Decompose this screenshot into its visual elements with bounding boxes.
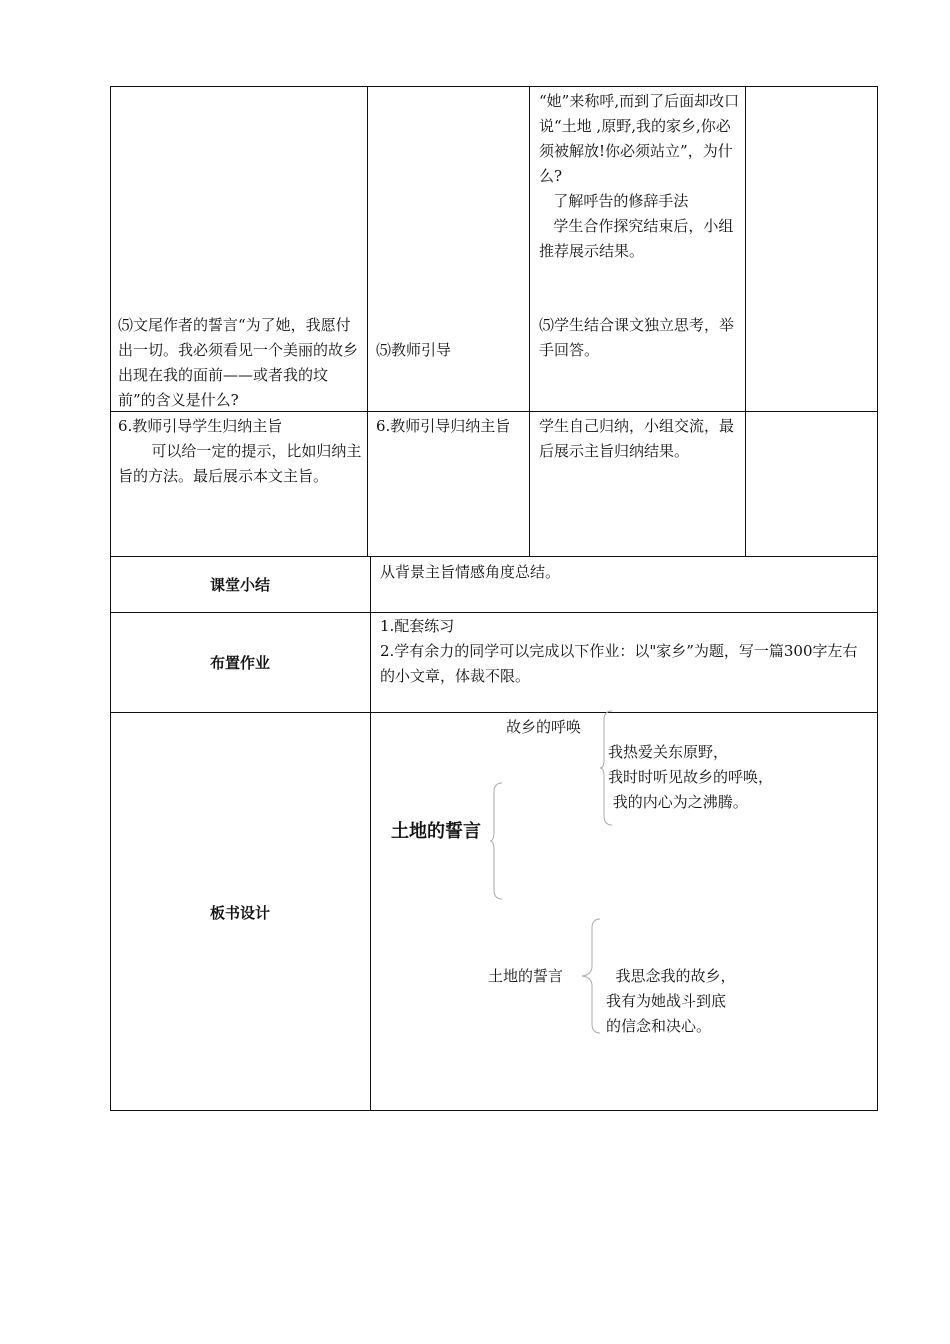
homework-line2: 2.学有余力的同学可以完成以下作业：以"家乡”为题，写一篇300字左右的小文章，体裁不限。 xyxy=(380,642,858,685)
table-border-top xyxy=(110,86,878,87)
board-main-brace-icon xyxy=(490,782,504,900)
homework-label: 布置作业 xyxy=(209,654,270,672)
row2-col1-body: 可以给一定的提示，比如归纳主旨的方法。最后展示本文主旨。 xyxy=(118,442,362,485)
row1-col1-text: ⑸文尾作者的誓言“为了她，我愿付出一切。我必须看见一个美丽的故乡出现在我的面前——或者我的坟前”的含义是什么? xyxy=(118,316,359,409)
board-branch2-line-3: 的信念和决心。 xyxy=(606,1017,712,1035)
col-divider-1-bottom xyxy=(370,556,371,1111)
summary-label: 课堂小结 xyxy=(209,576,270,594)
row-divider-4 xyxy=(110,712,878,713)
homework-line1: 1.配套练习 xyxy=(380,617,455,635)
row1-col3-bottom-text: ⑸学生结合课文独立思考，举手回答。 xyxy=(539,316,735,359)
board-branch1-title: 故乡的呼唤 xyxy=(506,718,582,736)
board-branch1-line-3: 我的内心为之沸腾。 xyxy=(608,793,748,811)
row1-col2-text: ⑸教师引导 xyxy=(376,341,452,359)
table-border-right xyxy=(877,86,878,1111)
board-label: 板书设计 xyxy=(209,904,270,922)
col-divider-3-top xyxy=(745,86,746,556)
board-branch2-title: 土地的誓言 xyxy=(488,967,564,985)
board-branch2-brace-icon xyxy=(580,918,602,1034)
table-border-bottom xyxy=(110,1110,878,1111)
table-border-left xyxy=(110,86,111,1111)
row2-col2-text: 6.教师引导归纳主旨 xyxy=(376,417,511,435)
col-divider-1-top xyxy=(367,86,368,556)
board-main-title: 土地的誓言 xyxy=(391,821,481,842)
board-branch1-line-1: 我热爱关东原野， xyxy=(608,743,729,761)
row2-col1-title: 6.教师引导学生归纳主旨 xyxy=(118,417,283,435)
row2-col3-text: 学生自己归纳，小组交流，最后展示主旨归纳结果。 xyxy=(539,417,735,460)
board-branch2-line-2: 我有为她战斗到底 xyxy=(606,992,727,1010)
row-divider-2 xyxy=(110,556,878,557)
col-divider-2-top xyxy=(529,86,530,556)
summary-content: 从背景主旨情感角度总结。 xyxy=(380,563,561,581)
row-divider-3 xyxy=(110,612,878,613)
board-branch1-line-2: 我时时听见故乡的呼唤， xyxy=(608,768,774,786)
row1-col3-top-text: “她”来称呼,而到了后面却改口说“土地 ,原野,我的家乡,你必须被解放!你必须站立”，为什么? 了解呼告的修辞手法 学生合作探究结束后，小组推荐展示结果。 xyxy=(539,92,740,260)
board-branch2-line-1: 我思念我的故乡， xyxy=(606,967,736,985)
